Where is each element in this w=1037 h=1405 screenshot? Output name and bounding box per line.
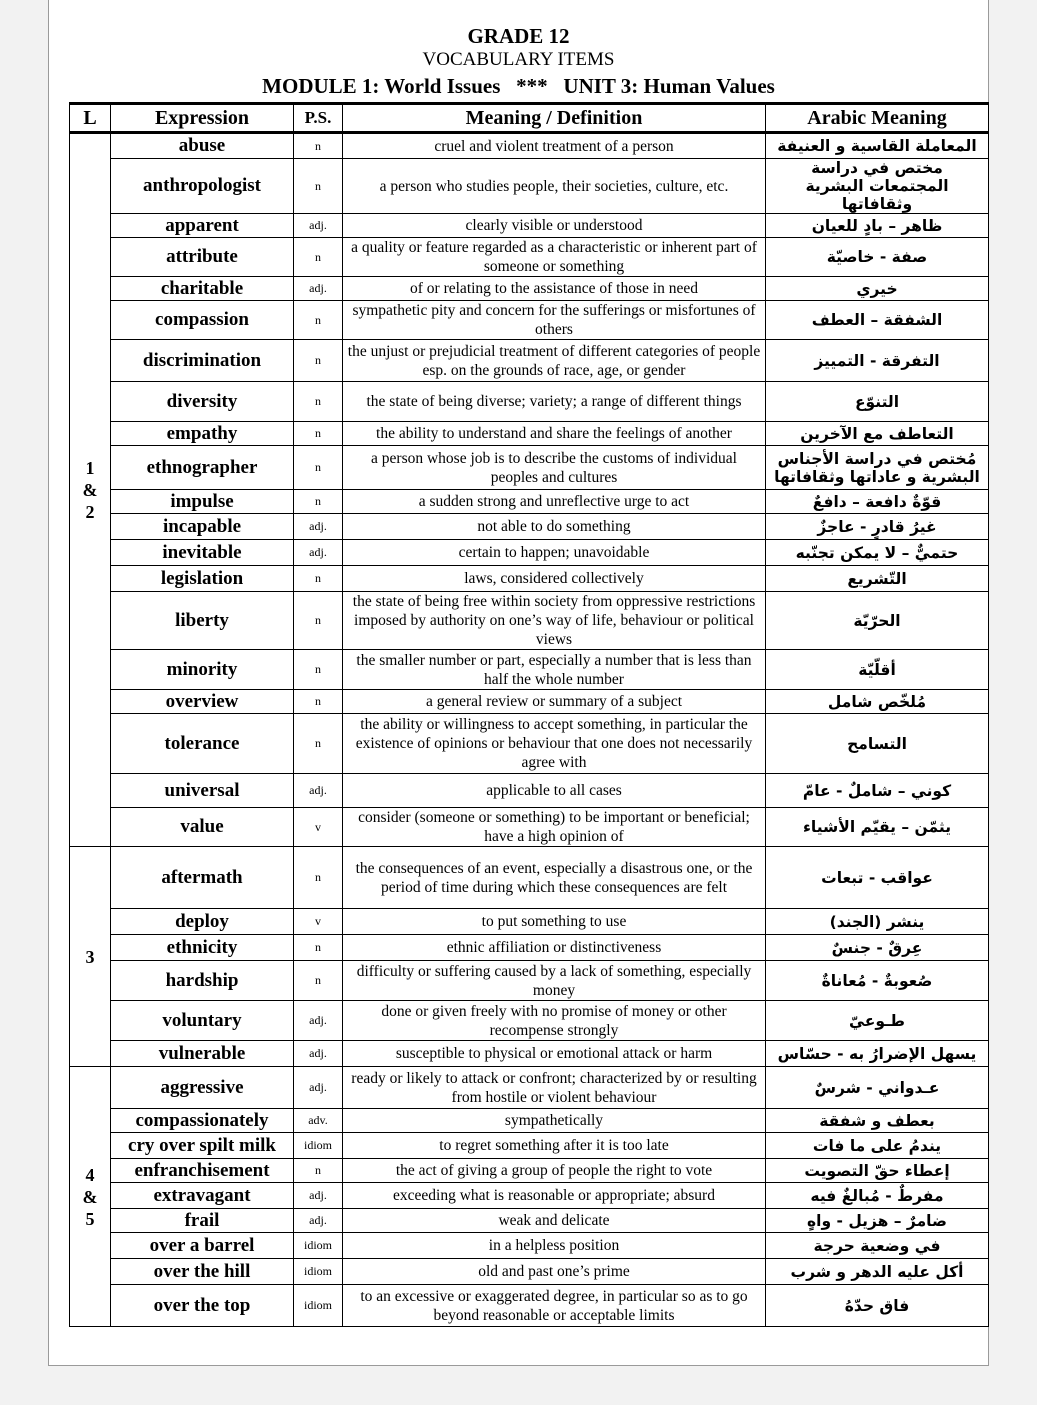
table-row [70, 446, 989, 490]
table-row [70, 714, 989, 774]
table-row [70, 909, 989, 935]
meaning-cell: susceptible to physical or emotional attack or harm [343, 1041, 766, 1067]
expression-cell: minority [111, 650, 294, 690]
meaning-cell: exceeding what is reasonable or appropriate; absurd [343, 1183, 766, 1209]
vocabulary-table-body [70, 133, 989, 1327]
part-of-speech-cell: v [294, 909, 343, 935]
meaning-cell: to regret something after it is too late [343, 1133, 766, 1159]
part-of-speech-cell: n [294, 961, 343, 1001]
part-of-speech-cell: n [294, 690, 343, 714]
part-of-speech-cell: n [294, 340, 343, 382]
arabic-meaning-cell: المعاملة القاسية و العنيفة [766, 133, 989, 159]
part-of-speech-cell: n [294, 1159, 343, 1183]
arabic-meaning-cell: عِرقٌ - جنسٌ [766, 935, 989, 961]
expression-cell: apparent [111, 214, 294, 238]
table-row [70, 490, 989, 514]
part-of-speech-cell: idiom [294, 1259, 343, 1285]
arabic-meaning-cell: التنوّع [766, 382, 989, 422]
table-row [70, 214, 989, 238]
lesson-cell: 1 & 2 [70, 133, 111, 847]
lesson-cell: 3 [70, 847, 111, 1067]
table-row [70, 238, 989, 277]
expression-cell: aftermath [111, 847, 294, 909]
table-row [70, 847, 989, 909]
arabic-meaning-cell: ضامرٌ – هزيل - واهٍ [766, 1209, 989, 1233]
expression-cell: attribute [111, 238, 294, 277]
arabic-meaning-cell: مختص في دراسة المجتمعات البشرية وثقافاتها [766, 159, 989, 214]
expression-cell: diversity [111, 382, 294, 422]
table-row [70, 1109, 989, 1133]
table-row [70, 301, 989, 340]
part-of-speech-cell: adj. [294, 1067, 343, 1109]
part-of-speech-cell: n [294, 446, 343, 490]
part-of-speech-cell: adj. [294, 514, 343, 540]
meaning-cell: not able to do something [343, 514, 766, 540]
table-row [70, 1259, 989, 1285]
expression-cell: value [111, 808, 294, 847]
col-header-expression: Expression [111, 104, 294, 133]
part-of-speech-cell: idiom [294, 1233, 343, 1259]
arabic-meaning-cell: عـدواني - شرسٌ [766, 1067, 989, 1109]
table-row [70, 935, 989, 961]
arabic-meaning-cell: الشفقة – العطف [766, 301, 989, 340]
module-unit-line: MODULE 1: World Issues *** UNIT 3: Human Values [262, 74, 775, 98]
expression-cell: inevitable [111, 540, 294, 566]
part-of-speech-cell: n [294, 382, 343, 422]
meaning-cell: cruel and violent treatment of a person [343, 133, 766, 159]
part-of-speech-cell: idiom [294, 1133, 343, 1159]
vocabulary-subtitle: VOCABULARY ITEMS [422, 49, 615, 70]
table-row [70, 961, 989, 1001]
part-of-speech-cell: n [294, 935, 343, 961]
part-of-speech-cell: n [294, 714, 343, 774]
table-row [70, 382, 989, 422]
arabic-meaning-cell: التسامح [766, 714, 989, 774]
meaning-cell: ethnic affiliation or distinctiveness [343, 935, 766, 961]
part-of-speech-cell: adj. [294, 214, 343, 238]
expression-cell: over a barrel [111, 1233, 294, 1259]
part-of-speech-cell: adj. [294, 1209, 343, 1233]
expression-cell: voluntary [111, 1001, 294, 1041]
meaning-cell: consider (someone or something) to be important or beneficial; have a high opinion of [343, 808, 766, 847]
table-row [70, 774, 989, 808]
table-row [70, 1001, 989, 1041]
arabic-meaning-cell: فاق حدّهُ [766, 1285, 989, 1327]
arabic-meaning-cell: ينشر (الجند) [766, 909, 989, 935]
meaning-cell: certain to happen; unavoidable [343, 540, 766, 566]
meaning-cell: a sudden strong and unreflective urge to act [343, 490, 766, 514]
meaning-cell: done or given freely with no promise of money or other recompense strongly [343, 1001, 766, 1041]
table-row [70, 566, 989, 592]
part-of-speech-cell: adj. [294, 774, 343, 808]
meaning-cell: applicable to all cases [343, 774, 766, 808]
expression-cell: frail [111, 1209, 294, 1233]
arabic-meaning-cell: صفة - خاصيّة [766, 238, 989, 277]
meaning-cell: the ability or willingness to accept something, in particular the existence of opinions or behaviour that one does not necessarily agree with [343, 714, 766, 774]
grade-title: GRADE 12 [467, 24, 570, 48]
expression-cell: hardship [111, 961, 294, 1001]
meaning-cell: a quality or feature regarded as a characteristic or inherent part of someone or something [343, 238, 766, 277]
arabic-meaning-cell: طـوعيّ [766, 1001, 989, 1041]
arabic-meaning-cell: أقلّيّة [766, 650, 989, 690]
table-row [70, 1067, 989, 1109]
expression-cell: enfranchisement [111, 1159, 294, 1183]
meaning-cell: the consequences of an event, especially a disastrous one, or the period of time during which these consequences are felt [343, 847, 766, 909]
meaning-cell: the unjust or prejudicial treatment of different categories of people esp. on the grounds of race, age, or gender [343, 340, 766, 382]
expression-cell: discrimination [111, 340, 294, 382]
expression-cell: impulse [111, 490, 294, 514]
part-of-speech-cell: n [294, 422, 343, 446]
expression-cell: incapable [111, 514, 294, 540]
table-row [70, 592, 989, 650]
expression-cell: liberty [111, 592, 294, 650]
expression-cell: deploy [111, 909, 294, 935]
meaning-cell: sympathetic pity and concern for the sufferings or misfortunes of others [343, 301, 766, 340]
table-row [70, 1041, 989, 1067]
table-row [70, 1159, 989, 1183]
part-of-speech-cell: n [294, 650, 343, 690]
expression-cell: aggressive [111, 1067, 294, 1109]
table-row [70, 159, 989, 214]
expression-cell: overview [111, 690, 294, 714]
expression-cell: legislation [111, 566, 294, 592]
table-row [70, 540, 989, 566]
table-header-row [70, 104, 989, 133]
expression-cell: compassionately [111, 1109, 294, 1133]
arabic-meaning-cell: ظاهر – بادٍ للعيان [766, 214, 989, 238]
meaning-cell: old and past one’s prime [343, 1259, 766, 1285]
arabic-meaning-cell: يثمّن – يقيّم الأشياء [766, 808, 989, 847]
arabic-meaning-cell: مفرطٌ - مُبالغٌ فيه [766, 1183, 989, 1209]
arabic-meaning-cell: أكل عليه الدهر و شرب [766, 1259, 989, 1285]
expression-cell: extravagant [111, 1183, 294, 1209]
part-of-speech-cell: n [294, 238, 343, 277]
col-header-arabic: Arabic Meaning [766, 104, 989, 133]
part-of-speech-cell: n [294, 847, 343, 909]
arabic-meaning-cell: التّشريع [766, 566, 989, 592]
part-of-speech-cell: adv. [294, 1109, 343, 1133]
table-row [70, 808, 989, 847]
part-of-speech-cell: n [294, 566, 343, 592]
col-header-ps: P.S. [294, 104, 343, 133]
meaning-cell: the state of being diverse; variety; a range of different things [343, 382, 766, 422]
meaning-cell: of or relating to the assistance of those in need [343, 277, 766, 301]
meaning-cell: difficulty or suffering caused by a lack of something, especially money [343, 961, 766, 1001]
meaning-cell: a general review or summary of a subject [343, 690, 766, 714]
part-of-speech-cell: idiom [294, 1285, 343, 1327]
expression-cell: anthropologist [111, 159, 294, 214]
table-row [70, 690, 989, 714]
table-row [70, 133, 989, 159]
table-row [70, 1285, 989, 1327]
meaning-cell: the state of being free within society from oppressive restrictions imposed by authority on one’s way of life, behaviour or political views [343, 592, 766, 650]
meaning-cell: sympathetically [343, 1109, 766, 1133]
arabic-meaning-cell: صُعوبةٌ - مُعاناةٌ [766, 961, 989, 1001]
meaning-cell: to put something to use [343, 909, 766, 935]
arabic-meaning-cell: حتميٌّ – لا يمكن تجنّبه [766, 540, 989, 566]
meaning-cell: a person whose job is to describe the customs of individual peoples and cultures [343, 446, 766, 490]
arabic-meaning-cell: كوني – شاملٌ - عامّ [766, 774, 989, 808]
arabic-meaning-cell: عواقب - تبعات [766, 847, 989, 909]
part-of-speech-cell: n [294, 159, 343, 214]
arabic-meaning-cell: الحرّيّة [766, 592, 989, 650]
meaning-cell: a person who studies people, their societies, culture, etc. [343, 159, 766, 214]
expression-cell: over the top [111, 1285, 294, 1327]
vocabulary-table [69, 102, 989, 1327]
document-page [48, 0, 989, 1366]
arabic-meaning-cell: التفرقة - التمييز [766, 340, 989, 382]
part-of-speech-cell: adj. [294, 1041, 343, 1067]
col-header-lesson: L [70, 104, 111, 133]
table-row [70, 277, 989, 301]
arabic-meaning-cell: يسهل الإضرارُ به - حسّاس [766, 1041, 989, 1067]
meaning-cell: ready or likely to attack or confront; characterized by or resulting from hostile or violent behaviour [343, 1067, 766, 1109]
table-row [70, 1133, 989, 1159]
expression-cell: empathy [111, 422, 294, 446]
meaning-cell: weak and delicate [343, 1209, 766, 1233]
part-of-speech-cell: n [294, 301, 343, 340]
part-of-speech-cell: adj. [294, 1001, 343, 1041]
meaning-cell: clearly visible or understood [343, 214, 766, 238]
table-row [70, 1209, 989, 1233]
expression-cell: ethnicity [111, 935, 294, 961]
meaning-cell: the ability to understand and share the feelings of another [343, 422, 766, 446]
expression-cell: universal [111, 774, 294, 808]
expression-cell: cry over spilt milk [111, 1133, 294, 1159]
arabic-meaning-cell: التعاطف مع الآخرين [766, 422, 989, 446]
part-of-speech-cell: n [294, 490, 343, 514]
expression-cell: ethnographer [111, 446, 294, 490]
part-of-speech-cell: n [294, 133, 343, 159]
meaning-cell: the smaller number or part, especially a number that is less than half the whole number [343, 650, 766, 690]
table-row [70, 514, 989, 540]
arabic-meaning-cell: مُختص في دراسة الأجناس البشرية و عاداتها وثقافاتها [766, 446, 989, 490]
meaning-cell: to an excessive or exaggerated degree, in particular so as to go beyond reasonable or acceptable limits [343, 1285, 766, 1327]
table-row [70, 422, 989, 446]
part-of-speech-cell: adj. [294, 277, 343, 301]
part-of-speech-cell: adj. [294, 540, 343, 566]
part-of-speech-cell: adj. [294, 1183, 343, 1209]
arabic-meaning-cell: مُلخّص شامل [766, 690, 989, 714]
arabic-meaning-cell: قوّةٌ دافعة – دافعٌ [766, 490, 989, 514]
table-row [70, 1183, 989, 1209]
arabic-meaning-cell: خيري [766, 277, 989, 301]
document-header [49, 24, 988, 100]
expression-cell: compassion [111, 301, 294, 340]
arabic-meaning-cell: في وضعية حرجة [766, 1233, 989, 1259]
table-row [70, 650, 989, 690]
expression-cell: over the hill [111, 1259, 294, 1285]
arabic-meaning-cell: يندمُ على ما فات [766, 1133, 989, 1159]
arabic-meaning-cell: غيرُ قادرٍ - عاجزٌ [766, 514, 989, 540]
arabic-meaning-cell: إعطاء حقّ التصويت [766, 1159, 989, 1183]
arabic-meaning-cell: بعطف و شفقة [766, 1109, 989, 1133]
table-row [70, 340, 989, 382]
col-header-meaning: Meaning / Definition [343, 104, 766, 133]
part-of-speech-cell: v [294, 808, 343, 847]
part-of-speech-cell: n [294, 592, 343, 650]
meaning-cell: in a helpless position [343, 1233, 766, 1259]
lesson-cell: 4 & 5 [70, 1067, 111, 1327]
expression-cell: tolerance [111, 714, 294, 774]
expression-cell: charitable [111, 277, 294, 301]
expression-cell: vulnerable [111, 1041, 294, 1067]
expression-cell: abuse [111, 133, 294, 159]
table-row [70, 1233, 989, 1259]
meaning-cell: the act of giving a group of people the right to vote [343, 1159, 766, 1183]
meaning-cell: laws, considered collectively [343, 566, 766, 592]
